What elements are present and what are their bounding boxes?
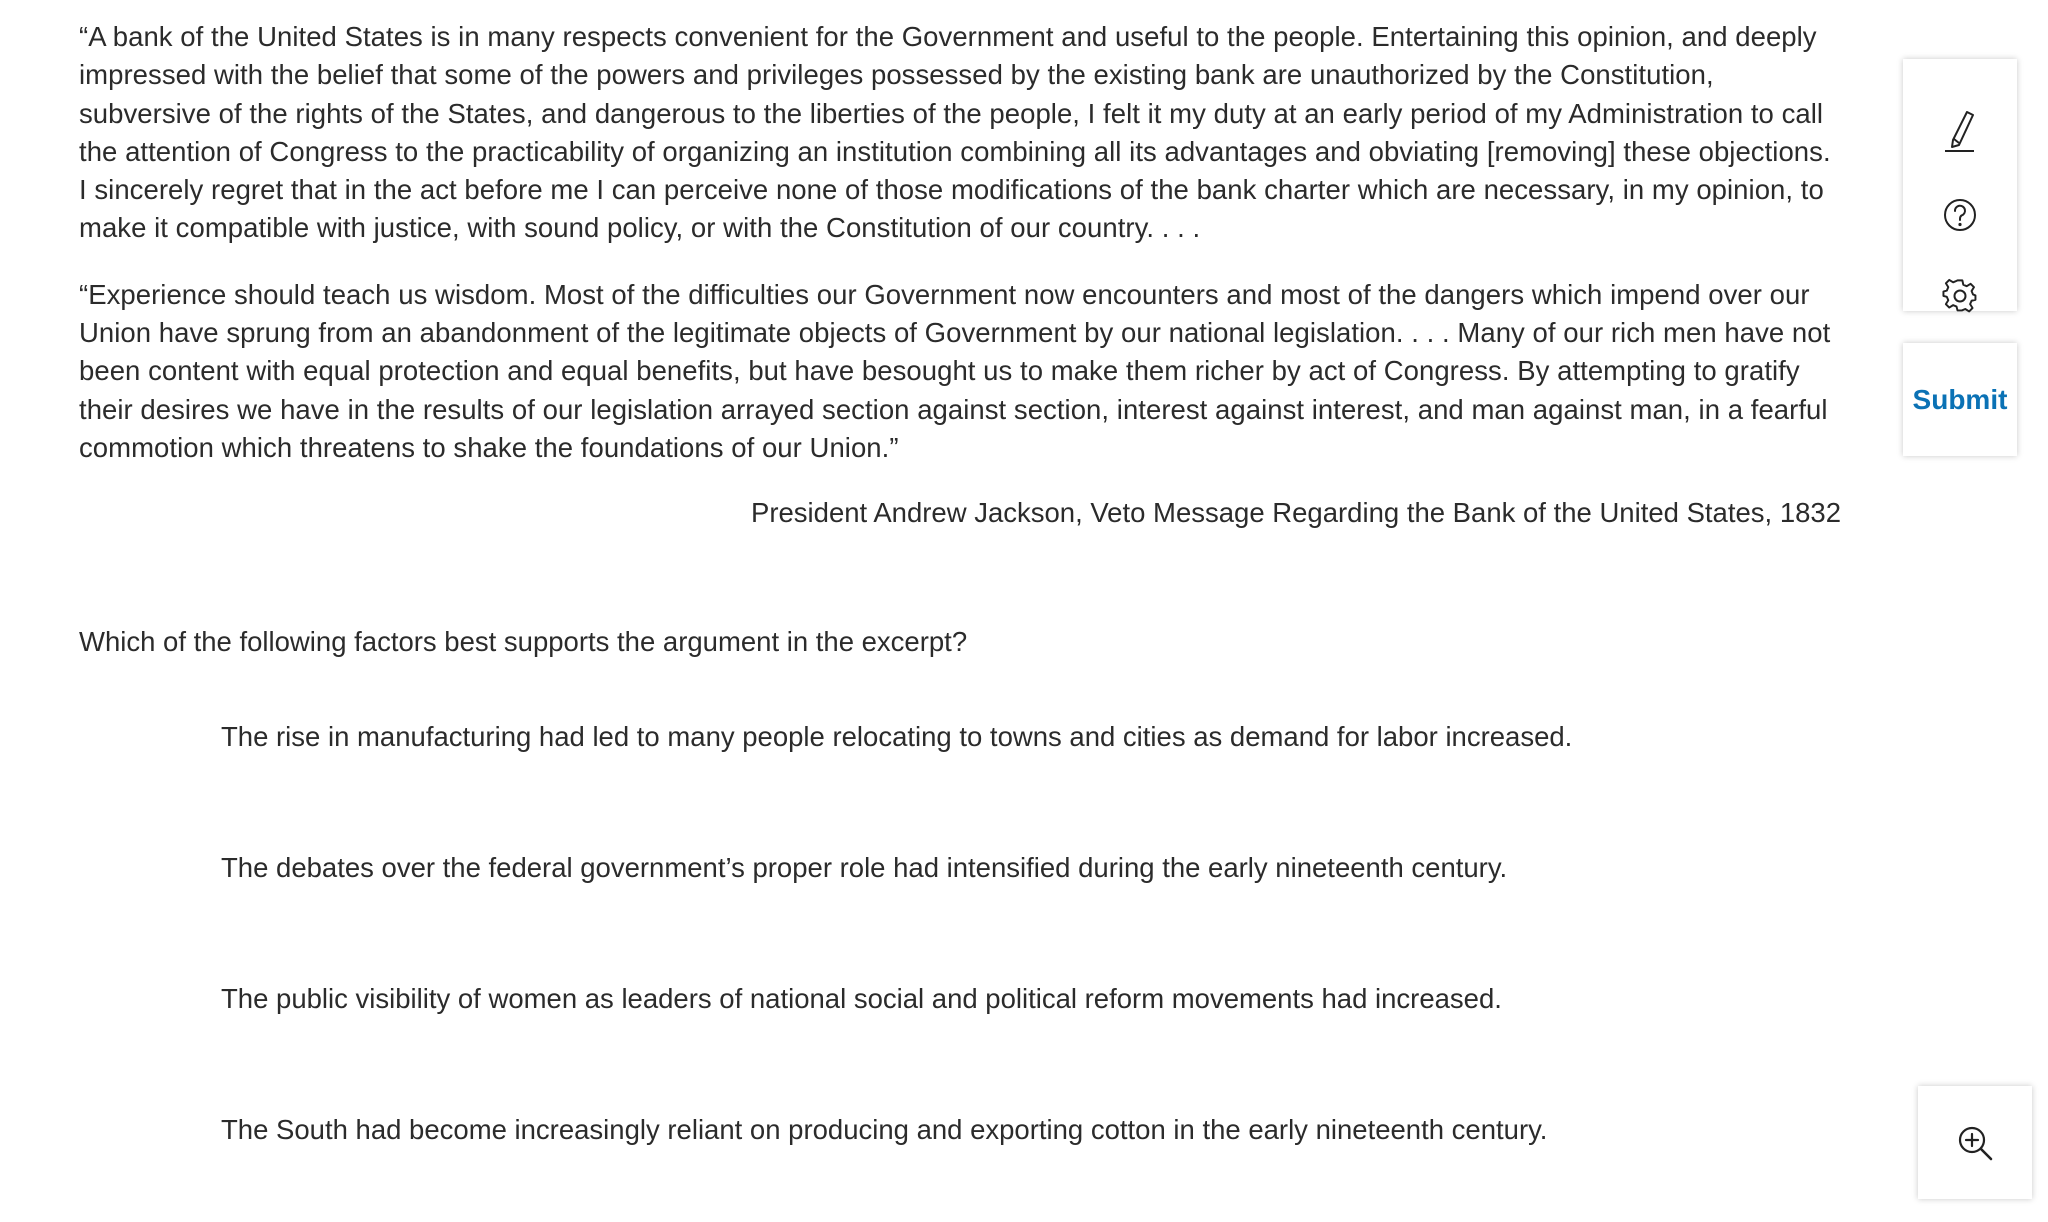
help-tool-button[interactable] [1903, 183, 2017, 247]
help-icon [1941, 196, 1979, 234]
tools-panel [1903, 59, 2017, 311]
answer-option-b[interactable]: The debates over the federal government’s proper role had intensified during the early nineteenth century. [221, 852, 1508, 884]
submit-button[interactable]: Submit [1912, 383, 2008, 415]
answer-option-a[interactable]: The rise in manufacturing had led to many people relocating to towns and cities as demand for labor increased. [221, 721, 1573, 753]
gear-icon [1941, 277, 1979, 315]
question-content [79, 18, 1845, 1149]
excerpt-paragraph-1: “A bank of the United States is in many respects convenient for the Government and useful to the people. Entertaining this opinion, and deeply impressed with the belief that some of the powers and privileges possessed by the existing bank are unauthorized by the Constitution, subversive of the rights of the States, and dangerous to the liberties of the people, I felt it my duty at an early period of my Administration to call the attention of Congress to the practicability of organizing an institution combining all its advantages and obviating [removing] these objections. I sincerely regret that in the act before me I can perceive none of those modifications of the bank charter which are necessary, in my opinion, to make it compatible with justice, with sound policy, or with the Constitution of our country. . . . [79, 21, 1831, 244]
submit-panel [1903, 343, 2017, 456]
answer-options [79, 718, 1845, 1149]
pencil-icon [1940, 109, 1980, 155]
answer-option-d[interactable]: The South had become increasingly reliant on producing and exporting cotton in the early nineteenth century. [221, 1114, 1548, 1146]
pencil-tool-button[interactable] [1903, 100, 2017, 164]
settings-tool-button[interactable] [1903, 264, 2017, 328]
source-excerpt [79, 18, 1845, 532]
answer-option-c[interactable]: The public visibility of women as leaders of national social and political reform movements had increased. [221, 983, 1502, 1015]
zoom-button[interactable] [1918, 1086, 2032, 1199]
zoom-in-icon [1955, 1123, 1995, 1163]
question-prompt: Which of the following factors best supports the argument in the excerpt? [79, 626, 968, 658]
excerpt-attribution: President Andrew Jackson, Veto Message Regarding the Bank of the United States, 1832 [751, 497, 1841, 529]
excerpt-paragraph-2: “Experience should teach us wisdom. Most of the difficulties our Government now encounters and most of the dangers which impend over our Union have sprung from an abandonment of the legitimate objects of Government by our national legislation. . . . Many of our rich men have not been content with equal protection and equal benefits, but have besought us to make them richer by act of Congress. By attempting to gratify their desires we have in the results of our legislation arrayed section against section, interest against interest, and man against man, in a fearful commotion which threatens to shake the foundations of our Union.” [79, 278, 1831, 463]
